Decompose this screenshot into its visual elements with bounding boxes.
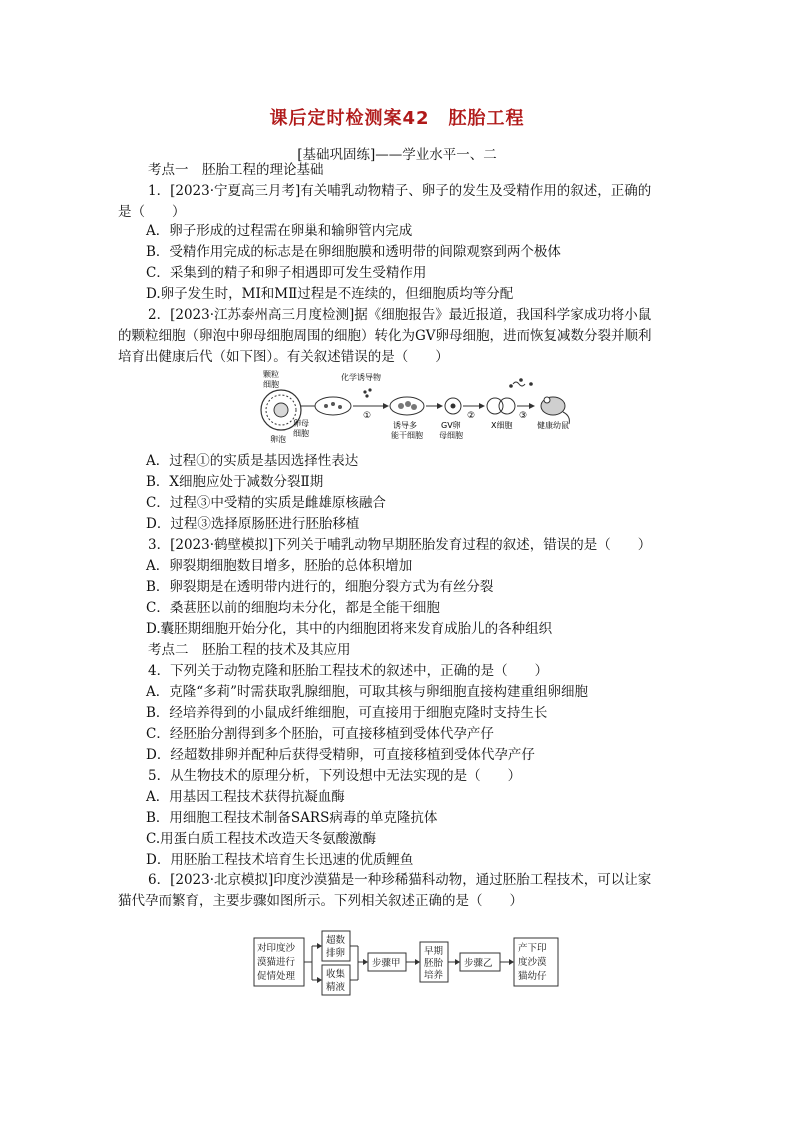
question-stem: 培育出健康后代（如下图）。有关叙述错误的是（ ） — [118, 349, 449, 365]
answer-option: C．采集到的精子和卵子相遇即可发生受精作用 — [146, 265, 427, 281]
figure-label: 细胞 — [263, 380, 279, 389]
flow-text: 超数 — [326, 935, 346, 946]
answer-option: A．克隆“多莉”时需获取乳腺细胞，可取其核与卵细胞直接构建重组卵细胞 — [146, 684, 589, 700]
figure-label: ③ — [519, 411, 528, 421]
answer-option: A．卵裂期细胞数目增多，胚胎的总体积增加 — [146, 558, 413, 574]
topic-heading: 考点二 胚胎工程的技术及其应用 — [148, 642, 351, 658]
question-stem: 2．[2023·江苏泰州高三月度检测]据《细胞报告》最近报道，我国科学家成功将小鼠 — [148, 307, 652, 323]
flow-text: 产下印 — [518, 943, 547, 954]
answer-option: B．经培养得到的小鼠成纤维细胞，可直接用于细胞克隆时支持生长 — [146, 705, 548, 721]
figure-label: 卵泡 — [270, 435, 286, 444]
figure-label: 健康幼鼠 — [537, 421, 569, 430]
figure-label: 化学诱导物 — [341, 373, 381, 382]
question-stem: 6．[2023·北京模拟]印度沙漠猫是一种珍稀猫科动物，通过胚胎工程技术，可以让家 — [148, 872, 652, 888]
topic-heading: 考点一 胚胎工程的理论基础 — [148, 162, 324, 178]
page-title: 课后定时检测案42 胚胎工程 — [269, 108, 525, 129]
flow-text: 猫幼仔 — [518, 971, 547, 982]
question-stem: 猫代孕而繁育，主要步骤如图所示。下列相关叙述正确的是（ ） — [118, 893, 523, 909]
answer-option: D．经超数排卵并配种后获得受精卵，可直接移植到受体代孕产仔 — [146, 747, 535, 763]
reprogramming-diagram — [255, 366, 575, 446]
figure-label: 颗粒 — [263, 370, 279, 379]
answer-option: B．卵裂期是在透明带内进行的，细胞分裂方式为有丝分裂 — [146, 579, 494, 595]
figure-label: GV卵 — [441, 421, 461, 430]
answer-option: B．用细胞工程技术制备SARS病毒的单克隆抗体 — [146, 810, 438, 826]
answer-option: C．桑葚胚以前的细胞均未分化，都是全能干细胞 — [146, 600, 440, 616]
flow-text: 度沙漠 — [518, 957, 547, 968]
question-stem: 是（ ） — [118, 204, 186, 220]
figure-label: 卵母 — [293, 419, 309, 428]
answer-option: C．过程③中受精的实质是雌雄原核融合 — [146, 495, 386, 511]
answer-option: C.用蛋白质工程技术改造天冬氨酸激酶 — [146, 831, 377, 847]
figure-label: 母细胞 — [439, 431, 463, 440]
answer-option: D．用胚胎工程技术培育生长迅速的优质鲤鱼 — [146, 852, 414, 868]
flow-text: 精液 — [326, 982, 346, 993]
answer-option: A．过程①的实质是基因选择性表达 — [146, 453, 359, 469]
flowchart-diagram — [250, 928, 562, 998]
section-subtitle: [基础巩固练]——学业水平一、二 — [297, 147, 497, 163]
figure-label: 细胞 — [293, 429, 309, 438]
answer-option: B．受精作用完成的标志是在卵细胞膜和透明带的间隙观察到两个极体 — [146, 244, 561, 260]
flow-text: 步骤乙 — [464, 958, 493, 969]
flow-text: 促情处理 — [257, 971, 296, 982]
figure-label: ② — [467, 411, 476, 421]
flow-text: 胚胎 — [424, 958, 444, 969]
flow-text: 排卵 — [326, 948, 346, 959]
answer-option: C．经胚胎分割得到多个胚胎，可直接移植到受体代孕产仔 — [146, 726, 494, 742]
answer-option: D.卵子发生时，MⅠ和MⅡ过程是不连续的，但细胞质均等分配 — [146, 286, 514, 302]
question-stem: 的颗粒细胞（卵泡中卵母细胞周围的细胞）转化为GV卵母细胞，进而恢复减数分裂并顺利 — [118, 328, 652, 344]
question-stem: 4．下列关于动物克隆和胚胎工程技术的叙述中，正确的是（ ） — [148, 663, 549, 679]
answer-option: A．卵子形成的过程需在卵巢和输卵管内完成 — [146, 223, 413, 239]
answer-option: A．用基因工程技术获得抗凝血酶 — [146, 789, 345, 805]
answer-option: D.囊胚期细胞开始分化，其中的内细胞团将来发育成胎儿的各种组织 — [146, 621, 553, 637]
flow-text: 漠猫进行 — [257, 957, 296, 968]
flow-text: 收集 — [326, 969, 346, 980]
figure-label: 能干细胞 — [391, 431, 423, 440]
question-stem: 3．[2023·鹤壁模拟]下列关于哺乳动物早期胚胎发育过程的叙述，错误的是（ ） — [148, 537, 652, 553]
question-stem: 1．[2023·宁夏高三月考]有关哺乳动物精子、卵子的发生及受精作用的叙述，正确的 — [148, 183, 652, 199]
flow-text: 步骤甲 — [372, 958, 401, 969]
flow-text: 对印度沙 — [257, 943, 296, 954]
figure-label: ① — [363, 411, 372, 421]
answer-option: B．X细胞应处于减数分裂Ⅱ期 — [146, 474, 324, 490]
figure-label: 诱导多 — [393, 421, 417, 430]
figure-label: X细胞 — [491, 421, 513, 430]
answer-option: D．过程③选择原肠胚进行胚胎移植 — [146, 516, 360, 532]
flow-text: 培养 — [424, 970, 444, 981]
question-stem: 5．从生物技术的原理分析，下列设想中无法实现的是（ ） — [148, 768, 522, 784]
flow-text: 早期 — [424, 946, 444, 957]
